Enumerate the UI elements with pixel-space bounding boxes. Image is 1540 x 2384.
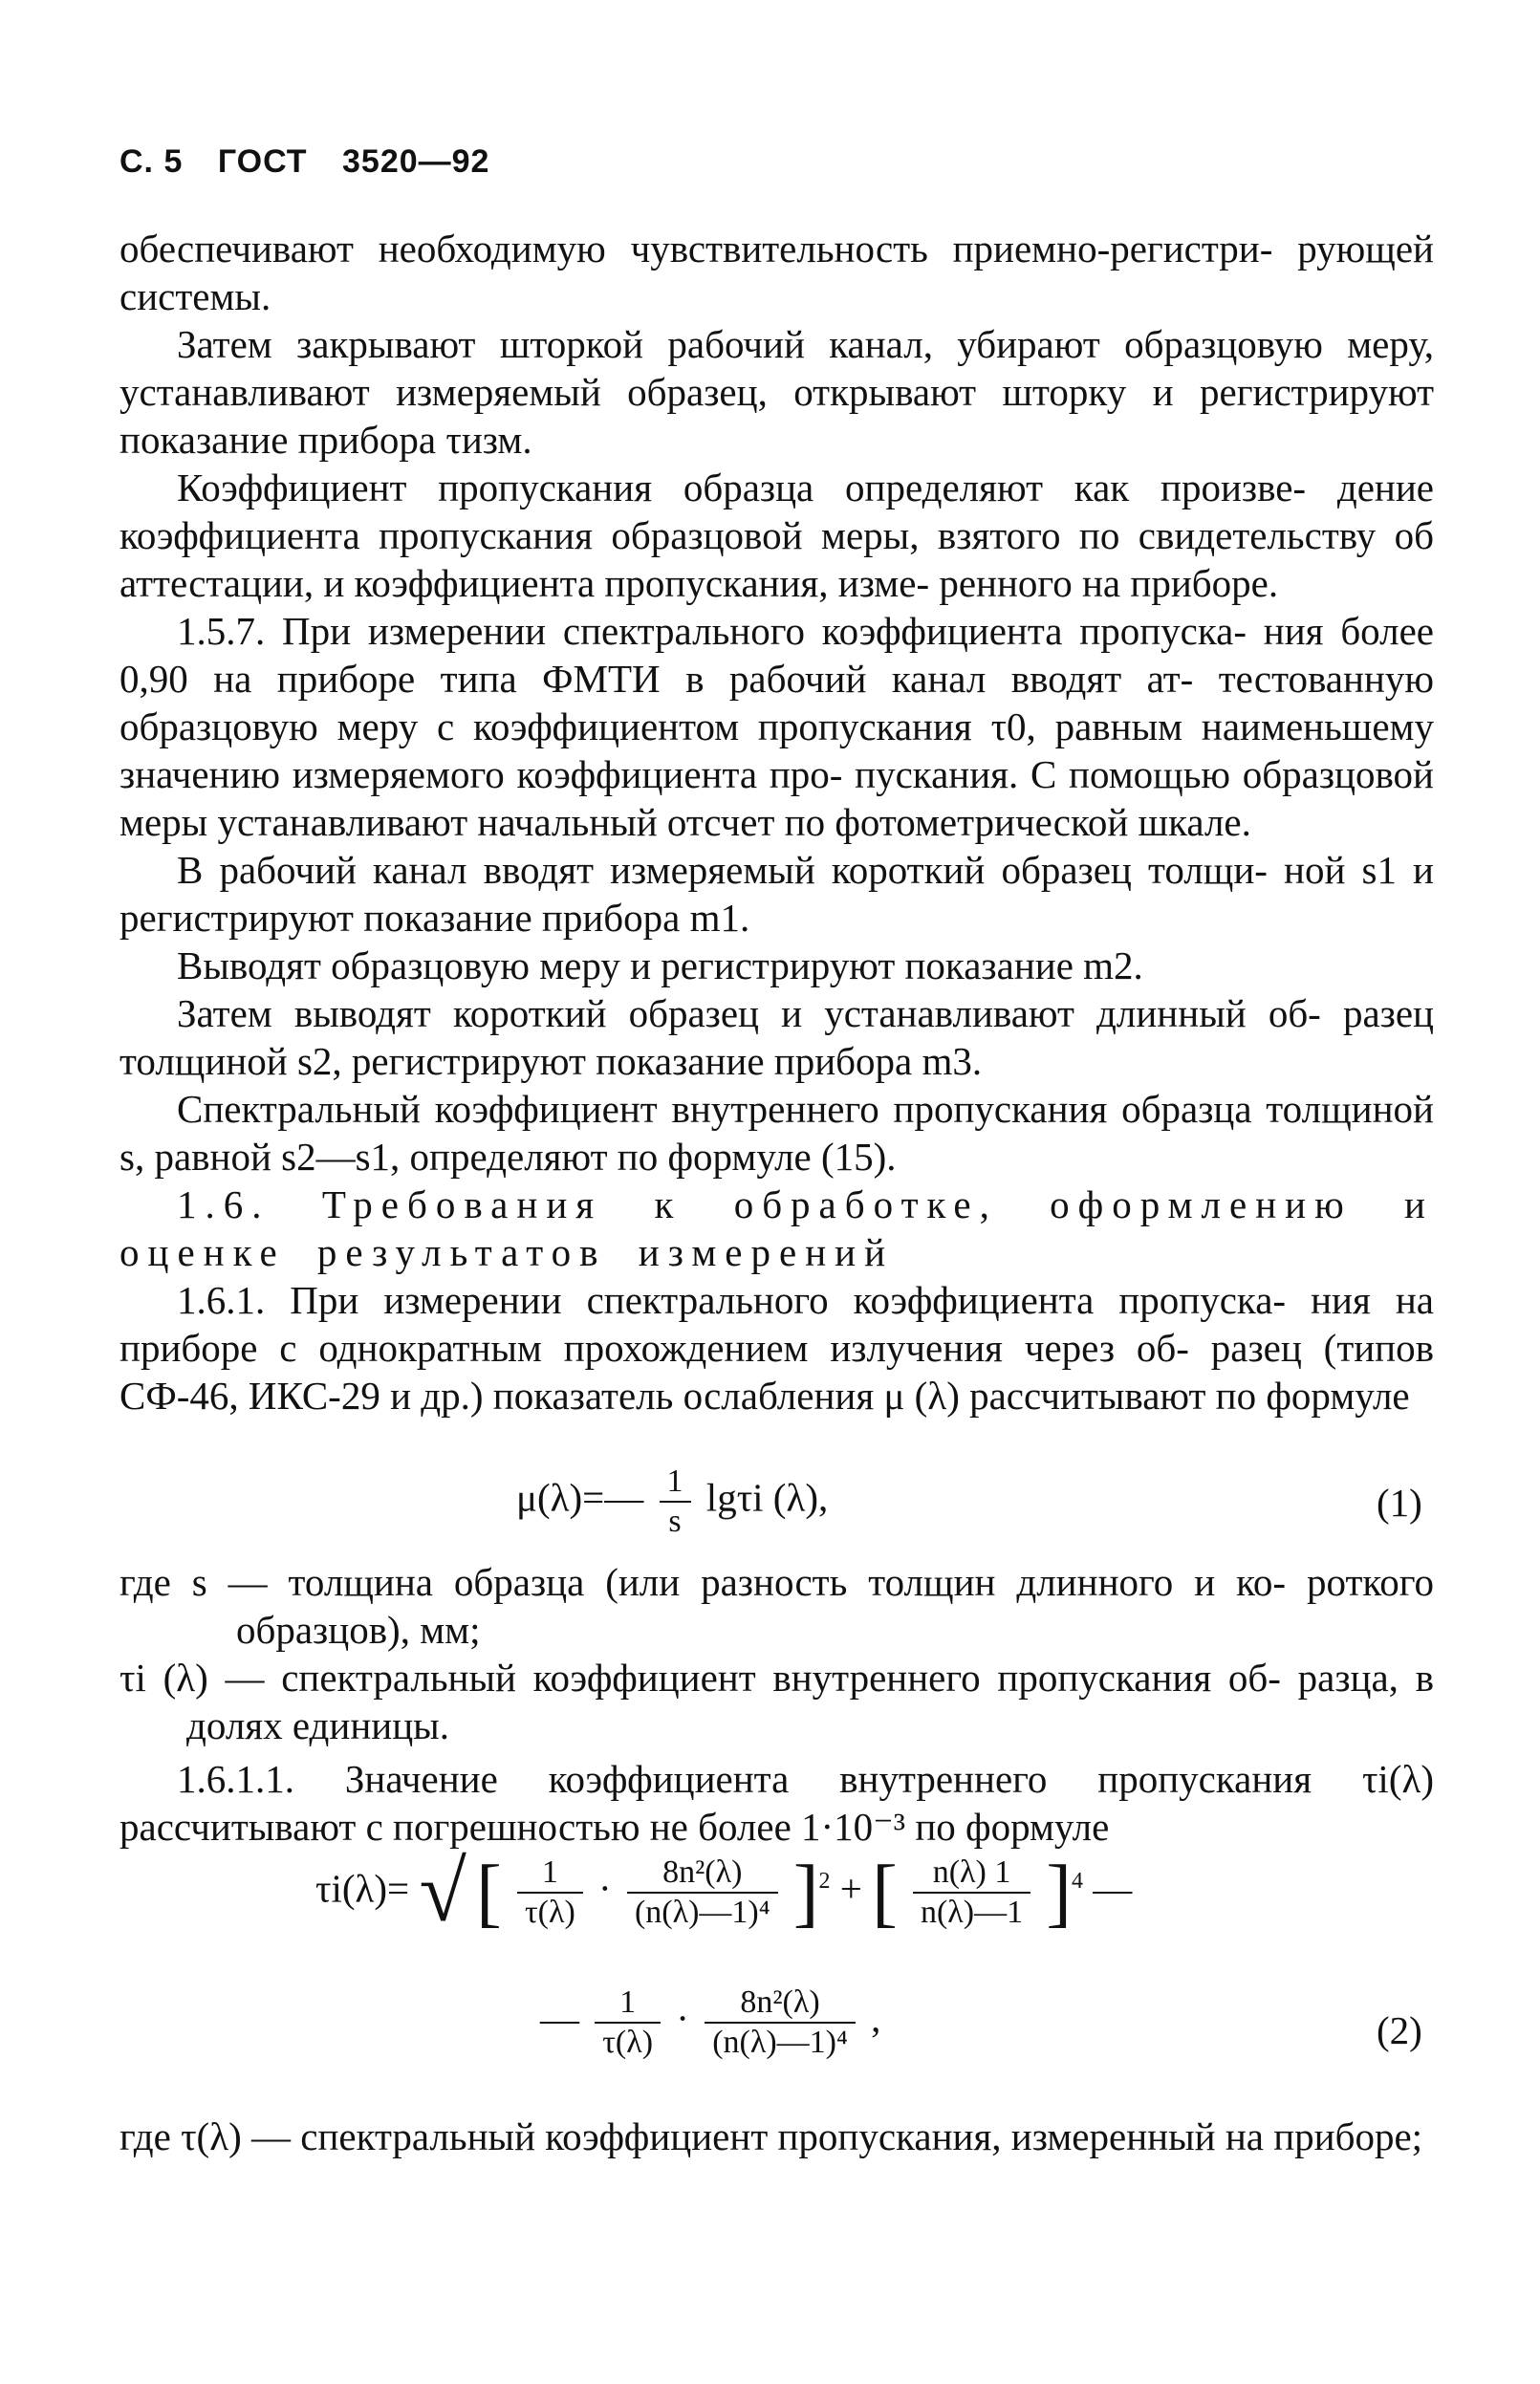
bracket-open: [ — [872, 1851, 898, 1935]
minus-sign: — — [1093, 1866, 1133, 1911]
bracket-close: ] — [1046, 1851, 1073, 1935]
page-header — [119, 143, 514, 181]
minus-sign: — — [540, 1996, 579, 2041]
section-heading: 1.6. Требования к обработке, оформлению и оценке результатов измерений — [119, 1182, 1434, 1274]
page-number: С. 5 — [119, 143, 184, 180]
bracket-close: ] — [792, 1851, 819, 1935]
paragraph: 1.5.7. При измерении спектрального коэффициента пропуска- ния более 0,90 на приборе типа ФМТИ в рабочий канал вводят ат- тестованную образцовую меру с коэффициентом пропускания τ0, равным наименьшему значению измеряемого коэффициента про- пускания. С помощью образцовой меры устанавливают начальный отсчет по фотометрической шкале. — [119, 609, 1434, 844]
paragraph: Спектральный коэффициент внутреннего пропускания образца толщиной s, равной s2—s1, определяют по формуле (15). — [119, 1087, 1434, 1179]
denominator: n(λ)—1 — [920, 1895, 1024, 1930]
formula-2-line-1 — [315, 1845, 1133, 1940]
standard-name: ГОСТ — [217, 143, 308, 180]
formula-1-number: (1) — [1377, 1481, 1422, 1525]
paragraph: 1.6.1.1. Значение коэффициента внутреннего пропускания τi(λ) рассчитывают с погрешностью не более 1·10⁻³ по формуле — [119, 1757, 1434, 1849]
formula-1-numerator: 1 — [660, 1463, 691, 1503]
paragraph: Затем закрывают шторкой рабочий канал, убирают образцовую меру, устанавливают измеряемый образец, открывают шторку и регистрируют показание прибора τизм. — [119, 322, 1434, 462]
plus-sign: + — [839, 1866, 862, 1911]
paragraph: Выводят образцовую меру и регистрируют показание m2. — [177, 943, 1143, 987]
bracket-open: [ — [476, 1851, 502, 1935]
formula-1-fraction — [660, 1463, 691, 1541]
sqrt-sign: √ — [419, 1845, 466, 1940]
numerator: 8n²(λ) — [705, 1983, 856, 2024]
numerator: 1 — [517, 1853, 583, 1894]
standard-number: 3520—92 — [342, 143, 490, 180]
denominator: τ(λ) — [524, 1895, 575, 1930]
paragraph: Коэффициент пропускания образца определяют как произве- дение коэффициента пропускания образцовой меры, взятого по свидетельству об аттестации, и коэффициента пропускания, изме- ренного на приборе. — [119, 466, 1434, 605]
formula-1 — [516, 1463, 828, 1541]
where-block-1 — [119, 1558, 1434, 1851]
numerator: n(λ) 1 — [913, 1853, 1030, 1894]
formula-2-fraction-5 — [705, 1983, 856, 2062]
paragraph: обеспечивают необходимую чувствительность приемно-регистри- рующей системы. — [119, 227, 1434, 318]
definition-tau: где τ(λ) — спектральный коэффициент пропускания, измеренный на приборе; — [119, 2114, 1423, 2158]
exponent: 2 — [818, 1868, 831, 1894]
denominator: τ(λ) — [602, 2025, 654, 2060]
formula-1-lhs: μ(λ)=— — [516, 1475, 644, 1520]
comma: , — [871, 1996, 881, 2041]
paragraph: 1.6.1. При измерении спектрального коэффициента пропуска- ния на приборе с однократным прохождением излучения через об- разец (типов СФ-46, ИКС-29 и др.) показатель ослабления μ (λ) рассчитывают по формуле — [119, 1278, 1434, 1418]
paragraph: В рабочий канал вводят измеряемый короткий образец толщи- ной s1 и регистрируют показание прибора m1. — [119, 848, 1434, 940]
where-block-2 — [119, 2113, 1434, 2160]
formula-2-lhs: τi(λ)= — [315, 1866, 410, 1911]
formula-1-denominator: s — [668, 1504, 682, 1539]
formula-2-number: (2) — [1377, 2008, 1422, 2052]
numerator: 8n²(λ) — [627, 1853, 778, 1894]
formula-2-fraction-4 — [595, 1983, 661, 2062]
paragraph: Затем выводят короткий образец и устанавливают длинный об- разец толщиной s2, регистрируют показание прибора m3. — [119, 991, 1434, 1083]
numerator: 1 — [595, 1983, 661, 2024]
denominator: (n(λ)—1)⁴ — [634, 1895, 770, 1930]
body-text-top — [119, 225, 1434, 1420]
exponent: 4 — [1072, 1868, 1084, 1894]
denominator: (n(λ)—1)⁴ — [712, 2025, 848, 2060]
formula-1-rhs: lgτi (λ), — [705, 1475, 829, 1520]
definition-s: где s — толщина образца (или разность толщин длинного и ко- роткого образцов), мм; — [119, 1560, 1434, 1652]
multiply-dot: · — [598, 1866, 612, 1911]
multiply-dot: · — [676, 1996, 689, 2041]
formula-2-fraction-3 — [913, 1853, 1030, 1932]
formula-2-fraction-1 — [517, 1853, 583, 1932]
definition-tau-i: τi (λ) — спектральный коэффициент внутреннего пропускания об- разца, в долях единицы. — [119, 1656, 1434, 1747]
formula-2-fraction-2 — [627, 1853, 778, 1932]
formula-2-line-2 — [540, 1983, 880, 2062]
